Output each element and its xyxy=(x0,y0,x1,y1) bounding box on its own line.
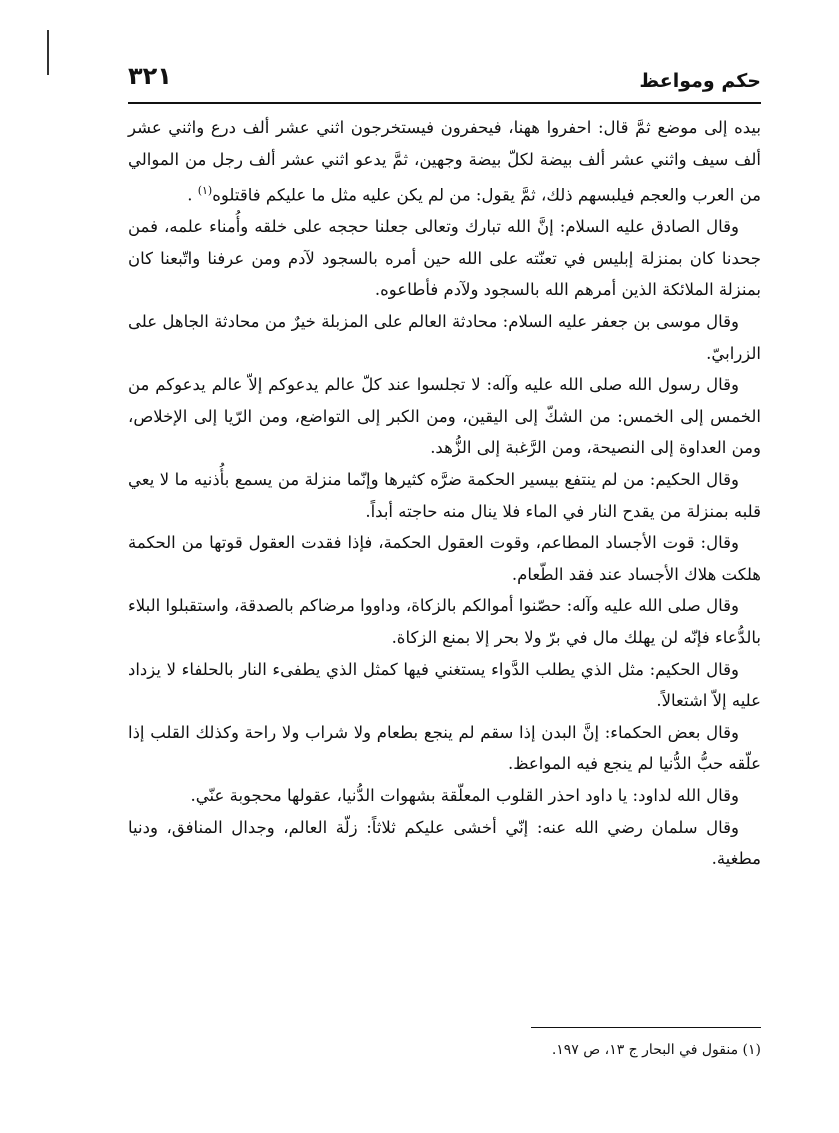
paragraph: وقال الصادق عليه السلام: إنَّ الله تبارك وتعالى جعلنا حججه على خلقه وأُمناء علمه، فمن جحدنا كان بمنزلة إبليس في تعنّته على الله حين أمره بالسجود لآدم ومن عرفنا واتّبعنا كان بمنزلة الملائكة الذين أمرهم الله بالسجود ولآدم فأطاعوه. xyxy=(128,217,761,300)
footnote-separator xyxy=(531,1027,761,1028)
paragraph: وقال الله لداود: يا داود احذر القلوب المعلّقة بشهوات الدُّنيا، عقولها محجوبة عنّي. xyxy=(190,785,739,805)
paragraph: وقال الحكيم: مثل الذي يطلب الدَّواء يستغني فيها كمثل الذي يطفىء النار بالحلفاء لا يزداد عليه إلاّ اشتعالاً. xyxy=(128,659,761,711)
running-title: حكم ومواعظ xyxy=(639,70,761,92)
footnote-rule xyxy=(78,1027,761,1028)
paragraph: وقال موسى بن جعفر عليه السلام: محادثة العالم على المزبلة خيرٌ من محادثة الجاهل على الزرابيّ. xyxy=(128,312,761,363)
paragraph: وقال صلى الله عليه وآله: حصّنوا أموالكم بالزكاة، وداووا مرضاكم بالصدقة، واستقبلوا البلاء بالدُّعاء فإنّه لن يهلك مال في برّ ولا بحر إلا بمنع الزكاة. xyxy=(128,596,761,647)
page-number: ٣٢١ xyxy=(128,62,172,90)
margin-mark xyxy=(47,30,49,75)
body-text xyxy=(128,112,761,875)
paragraph: وقال الحكيم: من لم ينتفع بيسير الحكمة ضرَّه كثيرها وإنّما منزلة من يسمع بأُذنيه ما لا يعي قلبه بمنزلة من يقدح النار في الماء فلا ينال منه حاجته أبداً. xyxy=(128,470,761,521)
paragraph-text: بيده إلى موضع ثمَّ قال: احفروا ههنا، فيحفرون فيستخرجون اثني عشر ألف درع واثني عشر ألف سيف واثني عشر ألف بيضة لكلّ بيضة وجهين، ثمَّ يدعو اثني عشر ألف رجل من الموالي من العرب والعجم فيلبسهم ذلك، ثمَّ يقول: من لم يكن عليه مثل ما عليكم فاقتلوه xyxy=(128,118,761,205)
paragraph: وقال: قوت الأجساد المطاعم، وقوت العقول الحكمة، فإذا فقدت العقول قوتها من الحكمة هلكت هلاك الأجساد عند فقد الطّعام. xyxy=(128,533,761,584)
page-header xyxy=(128,58,761,104)
paragraph: وقال رسول الله صلى الله عليه وآله: لا تجلسوا عند كلّ عالم يدعوكم إلاّ عالم يدعوكم من الخمس إلى الخمس: من الشكّ إلى اليقين، ومن الكبر إلى التواضع، ومن الرّيا إلى الإخلاص، ومن العداوة إلى النصيحة، ومن الرَّغبة إلى الزُّهد. xyxy=(128,375,761,458)
paragraph: بيده إلى موضع ثمَّ قال: احفروا ههنا، فيحفرون فيستخرجون اثني عشر ألف درع واثني عشر ألف سيف واثني عشر ألف بيضة لكلّ بيضة وجهين، ثمَّ يدعو اثني عشر ألف رجل من الموالي من العرب والعجم فيلبسهم ذلك، ثمَّ يقول: من لم يكن عليه مثل ما عليكم فاقتلوه$^{(١)}$ . xyxy=(128,118,761,205)
footnote-marker: (١) xyxy=(197,184,213,198)
paragraph: وقال بعض الحكماء: إنَّ البدن إذا سقم لم ينجع بطعام ولا شراب ولا راحة وكذلك القلب إذا علّقه حبُّ الدُّنيا لم ينجع فيه المواعظ. xyxy=(128,722,761,774)
paragraph: وقال سلمان رضي الله عنه: إنّي أخشى عليكم ثلاثاً: زلّة العالم، وجدال المنافق، ودنيا مطغية. xyxy=(128,817,761,869)
footnote: (١) منقول في البحار ج ١٣، ص ١٩٧. xyxy=(551,1042,761,1058)
header-rule xyxy=(128,102,761,104)
